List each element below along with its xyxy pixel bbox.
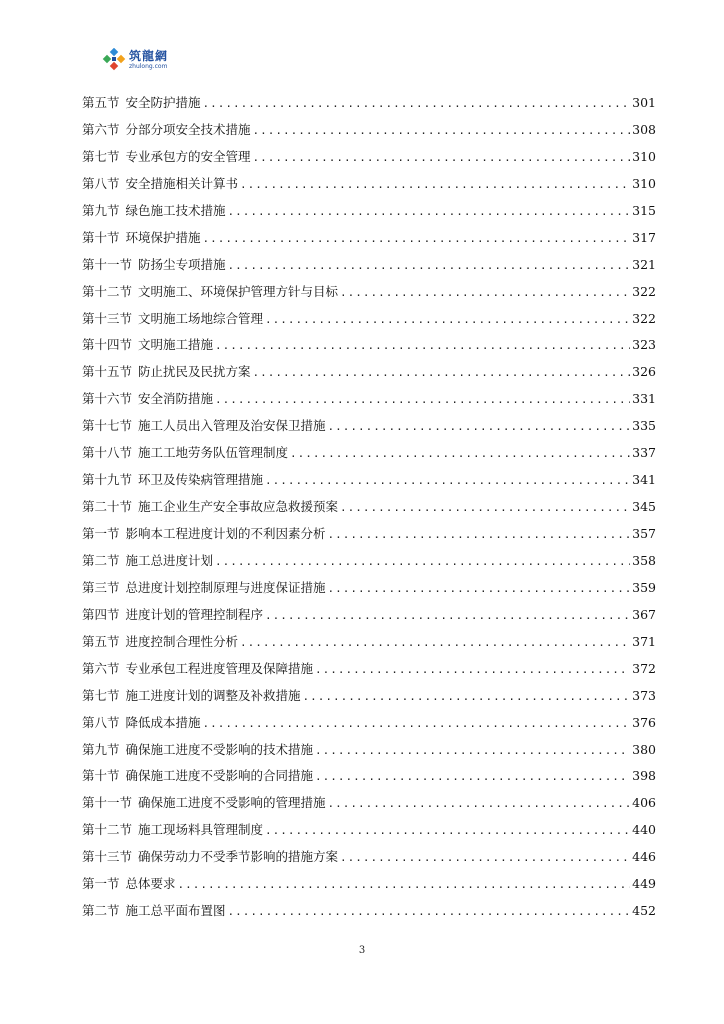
toc-page-number: 358: [632, 552, 656, 568]
toc-dot-leader: [328, 576, 631, 603]
toc-entry[interactable]: [82, 656, 656, 683]
toc-page-number: 322: [632, 283, 656, 299]
toc-entry[interactable]: [82, 90, 656, 117]
toc-page-number: 373: [632, 687, 656, 703]
toc-title: 文明施工场地综合管理: [138, 310, 264, 326]
toc-section-label: 第二节: [82, 903, 120, 919]
toc-title: 防止扰民及民扰方案: [138, 364, 251, 380]
toc-section-label: 第一节: [82, 876, 120, 892]
page-number: 3: [358, 945, 366, 956]
toc-dot-leader: [203, 711, 631, 738]
toc-page-number: 446: [632, 849, 656, 865]
toc-entry[interactable]: [82, 117, 656, 144]
toc-entry[interactable]: [82, 790, 656, 817]
toc-dot-leader: [315, 738, 630, 765]
toc-dot-leader: [215, 333, 630, 360]
logo-url: zhulong.com: [129, 63, 168, 70]
toc-title: 分部分项安全技术措施: [125, 121, 251, 137]
toc-page-number: 341: [632, 472, 656, 488]
toc-page-number: 331: [632, 391, 656, 407]
toc-dot-leader: [340, 495, 630, 522]
toc-entry[interactable]: [82, 521, 656, 548]
toc-section-label: 第八节: [82, 175, 120, 191]
toc-dot-leader: [265, 603, 630, 630]
toc-title: 降低成本措施: [125, 714, 201, 730]
toc-dot-leader: [240, 630, 630, 657]
toc-page-number: 345: [632, 499, 656, 515]
toc-section-label: 第十六节: [82, 391, 133, 407]
toc-entry[interactable]: [82, 737, 656, 764]
toc-section-label: 第十五节: [82, 364, 133, 380]
toc-section-label: 第十节: [82, 229, 120, 245]
toc-entry[interactable]: [82, 602, 656, 629]
toc-page-number: 323: [632, 337, 656, 353]
toc-title: 总进度计划控制原理与进度保证措施: [125, 579, 326, 595]
toc-dot-leader: [240, 172, 630, 199]
toc-section-label: 第五节: [82, 95, 120, 110]
toc-entry[interactable]: [82, 359, 656, 386]
toc-title: 环卫及传染病管理措施: [138, 472, 264, 488]
logo-name: 筑龍網: [129, 49, 169, 63]
toc-page-number: 335: [632, 418, 656, 434]
toc-section-label: 第十二节: [82, 283, 133, 299]
toc-section-label: 第十九节: [82, 472, 133, 488]
zhulong-logo-icon: [102, 48, 126, 72]
toc-title: 施工现场料具管理制度: [138, 822, 264, 838]
toc-title: 绿色施工技术措施: [125, 202, 226, 218]
toc-title: 施工企业生产安全事故应急救援预案: [138, 499, 339, 515]
toc-page-number: 326: [632, 364, 656, 380]
toc-entry[interactable]: [82, 710, 656, 737]
toc-page-number: 452: [632, 903, 656, 919]
toc-dot-leader: [253, 118, 631, 145]
toc-title: 施工人员出入管理及治安保卫措施: [138, 418, 326, 434]
toc-entry[interactable]: [82, 144, 656, 171]
toc-entry[interactable]: [82, 575, 656, 602]
toc-entry[interactable]: [82, 171, 656, 198]
toc-dot-leader: [290, 441, 630, 468]
toc-dot-leader: [265, 818, 630, 845]
toc-page-number: 337: [632, 445, 656, 461]
toc-entry[interactable]: [82, 440, 656, 467]
toc-title: 进度控制合理性分析: [125, 633, 239, 649]
toc-section-label: 第十三节: [82, 849, 133, 865]
toc-page-number: 440: [632, 822, 656, 838]
toc-dot-leader: [203, 91, 631, 118]
toc-title: 影响本工程进度计划的不利因素分析: [125, 526, 326, 541]
toc-section-label: 第六节: [82, 660, 120, 676]
toc-entry[interactable]: [82, 548, 656, 575]
toc-title: 确保施工进度不受影响的技术措施: [125, 741, 314, 757]
toc-title: 安全防护措施: [125, 95, 201, 110]
toc-page-number: 359: [632, 579, 656, 595]
toc-page-number: 406: [632, 795, 656, 811]
toc-section-label: 第四节: [82, 606, 120, 622]
toc-section-label: 第九节: [82, 741, 120, 757]
toc-section-label: 第五节: [82, 633, 120, 649]
table-of-contents: [82, 90, 656, 925]
toc-page-number: 376: [632, 714, 656, 730]
toc-page-number: 308: [632, 121, 656, 137]
toc-title: 确保施工进度不受影响的合同措施: [125, 768, 314, 784]
toc-entry[interactable]: [82, 306, 656, 333]
toc-section-label: 第十三节: [82, 310, 133, 326]
toc-entry[interactable]: [82, 279, 656, 306]
toc-title: 施工进度计划的调整及补救措施: [125, 687, 301, 703]
toc-page-number: 317: [632, 229, 656, 245]
toc-page-number: 310: [632, 148, 656, 164]
toc-dot-leader: [340, 845, 630, 872]
toc-entry[interactable]: [82, 413, 656, 440]
toc-page-number: 321: [632, 256, 656, 272]
toc-entry[interactable]: [82, 494, 656, 521]
toc-dot-leader: [265, 468, 630, 495]
toc-title: 文明施工措施: [138, 337, 214, 353]
toc-entry[interactable]: [82, 467, 656, 494]
toc-title: 进度计划的管理控制程序: [125, 606, 264, 622]
toc-page-number: 449: [632, 876, 656, 892]
toc-page-number: 315: [632, 202, 656, 218]
toc-title: 确保施工进度不受影响的管理措施: [138, 795, 326, 811]
toc-title: 环境保护措施: [125, 229, 201, 245]
toc-section-label: 第十八节: [82, 445, 133, 461]
header-logo: [102, 48, 168, 72]
toc-section-label: 第七节: [82, 687, 120, 703]
toc-section-label: 第七节: [82, 148, 120, 164]
toc-page-number: 398: [632, 768, 656, 784]
toc-section-label: 第十七节: [82, 418, 133, 434]
toc-dot-leader: [203, 226, 631, 253]
toc-dot-leader: [178, 872, 631, 899]
toc-title: 总体要求: [125, 876, 176, 892]
toc-section-label: 第二十节: [82, 499, 133, 515]
toc-title: 确保劳动力不受季节影响的措施方案: [138, 849, 339, 865]
toc-section-label: 第十四节: [82, 337, 133, 353]
toc-section-label: 第六节: [82, 121, 120, 137]
toc-title: 安全措施相关计算书: [125, 175, 239, 191]
toc-title: 文明施工、环境保护管理方针与目标: [138, 283, 339, 299]
toc-page-number: 380: [632, 741, 656, 757]
toc-dot-leader: [328, 791, 631, 818]
toc-dot-leader: [328, 414, 631, 441]
toc-section-label: 第三节: [82, 579, 120, 595]
toc-title: 防扬尘专项措施: [138, 256, 226, 272]
toc-section-label: 第十一节: [82, 795, 133, 811]
toc-entry[interactable]: [82, 817, 656, 844]
toc-title: 专业承包方的安全管理: [125, 148, 251, 164]
toc-dot-leader: [315, 657, 630, 684]
toc-dot-leader: [265, 307, 630, 334]
toc-entry[interactable]: [82, 683, 656, 710]
toc-page-number: 367: [632, 606, 656, 622]
toc-section-label: 第十二节: [82, 822, 133, 838]
toc-dot-leader: [228, 199, 631, 226]
toc-title: 专业承包工程进度管理及保障措施: [125, 660, 314, 676]
toc-entry[interactable]: [82, 252, 656, 279]
toc-title: 安全消防措施: [138, 391, 214, 407]
toc-dot-leader: [228, 253, 631, 280]
toc-dot-leader: [215, 387, 630, 414]
toc-entry[interactable]: [82, 629, 656, 656]
toc-entry[interactable]: [82, 763, 656, 790]
toc-entry[interactable]: [82, 898, 656, 925]
toc-dot-leader: [328, 522, 631, 549]
toc-title: 施工总平面布置图: [125, 903, 226, 919]
toc-entry[interactable]: [82, 225, 656, 252]
toc-section-label: 第十节: [82, 768, 120, 784]
toc-section-label: 第九节: [82, 202, 120, 218]
toc-title: 施工工地劳务队伍管理制度: [138, 445, 289, 461]
toc-title: 施工总进度计划: [125, 552, 214, 568]
toc-entry[interactable]: [82, 332, 656, 359]
toc-page-number: 371: [632, 633, 656, 649]
toc-page-number: 301: [632, 95, 656, 110]
toc-entry[interactable]: [82, 871, 656, 898]
toc-entry[interactable]: [82, 198, 656, 225]
toc-section-label: 第十一节: [82, 256, 133, 272]
toc-dot-leader: [315, 764, 630, 791]
toc-page-number: 322: [632, 310, 656, 326]
toc-dot-leader: [253, 145, 631, 172]
toc-section-label: 第八节: [82, 714, 120, 730]
toc-dot-leader: [340, 280, 630, 307]
toc-section-label: 第一节: [82, 526, 120, 541]
toc-dot-leader: [228, 899, 631, 926]
toc-entry[interactable]: [82, 844, 656, 871]
toc-dot-leader: [253, 360, 631, 387]
toc-dot-leader: [215, 549, 630, 576]
toc-page-number: 372: [632, 660, 656, 676]
toc-dot-leader: [303, 684, 631, 711]
toc-page-number: 310: [632, 175, 656, 191]
toc-entry[interactable]: [82, 386, 656, 413]
toc-section-label: 第二节: [82, 552, 120, 568]
toc-page-number: 357: [632, 526, 656, 541]
